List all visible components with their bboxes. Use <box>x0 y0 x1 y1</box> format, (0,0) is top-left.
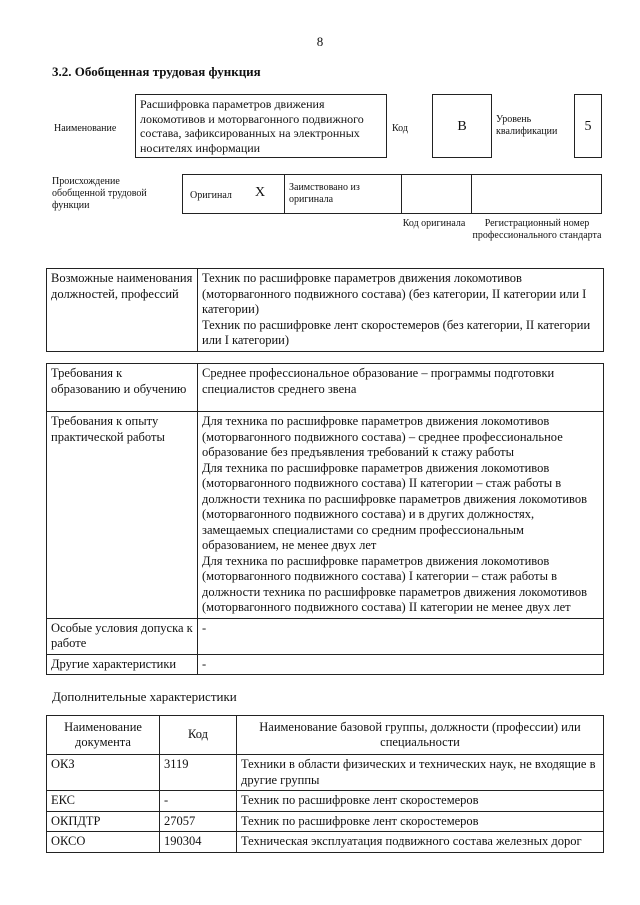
req-text: Для техника по расшифровке параметров движения локомотивов (моторвагонного подвижного состава) – среднее профессиональное образование без предъявления требований к стажу работы <box>202 414 563 459</box>
borrowed-label: Заимствовано из оригинала <box>289 182 360 205</box>
doc-cell: ОКЗ <box>47 755 160 791</box>
req-value <box>198 618 604 654</box>
req-value <box>198 364 604 412</box>
name-label: Наименование <box>54 123 117 134</box>
code-value: В <box>432 94 492 158</box>
requirements-table <box>46 363 604 675</box>
col-header: Код <box>160 716 237 755</box>
title-cell: Техник по расшифровке лент скоростемеров <box>237 811 604 832</box>
positions-label: Возможные наименования должностей, профессий <box>47 269 198 352</box>
code-cell: 3119 <box>160 755 237 791</box>
req-text: Для техника по расшифровке параметров движения локомотивов (моторвагонного подвижного состава) II категории – стаж работы в должности техника по расшифровке параметров движения локомотивов (моторвагонного подвижного состава) и в других должностях, замещаемых специалистами со средним профессиональным образованием, не менее двух лет <box>202 460 588 552</box>
reg-number-label: Регистрационный номер профессионального стандарта <box>472 218 602 241</box>
position-item: Техник по расшифровке лент скоростемеров (без категории, II категории или I категории) <box>202 317 591 347</box>
code-cell: - <box>160 791 237 812</box>
table-row <box>47 832 604 853</box>
table-row <box>47 791 604 812</box>
title-cell: Техник по расшифровке лент скоростемеров <box>237 791 604 812</box>
req-label: Другие характеристики <box>47 654 198 675</box>
divider-1 <box>284 175 285 213</box>
additional-table <box>46 715 604 853</box>
code-original-label: Код оригинала <box>402 218 466 229</box>
req-label: Требования к образованию и обучению <box>47 364 198 412</box>
level-label: Уровень квалификации <box>496 114 558 137</box>
table-row <box>47 811 604 832</box>
code-cell: 190304 <box>160 832 237 853</box>
req-text: - <box>202 656 207 671</box>
doc-cell: ОКПДТР <box>47 811 160 832</box>
positions-values <box>198 269 604 352</box>
original-mark: X <box>255 185 266 200</box>
doc-cell: ОКСО <box>47 832 160 853</box>
additional-title: Дополнительные характеристики <box>52 689 237 704</box>
table-row <box>47 755 604 791</box>
title-cell: Техники в области физических и технических наук, не входящие в другие группы <box>237 755 604 791</box>
col-header: Наименование документа <box>47 716 160 755</box>
req-value <box>198 412 604 619</box>
code-label: Код <box>392 123 408 134</box>
req-text: - <box>202 620 207 635</box>
position-item: Техник по расшифровке параметров движения локомотивов (моторвагонного подвижного состава) (без категории, II категории или I категории) <box>202 271 587 316</box>
req-text: Среднее профессиональное образование – программы подготовки специалистов среднего звена <box>202 366 555 396</box>
original-label: Оригинал <box>190 190 232 201</box>
req-label: Особые условия допуска к работе <box>47 618 198 654</box>
name-value: Расшифровка параметров движения локомотивов и моторвагонного подвижного состава, зафиксированных на электронных носителях информации <box>135 94 387 158</box>
doc-cell: ЕКС <box>47 791 160 812</box>
positions-table <box>46 268 604 352</box>
req-value <box>198 654 604 675</box>
col-header: Наименование базовой группы, должности (профессии) или специальности <box>237 716 604 755</box>
level-value: 5 <box>574 94 602 158</box>
req-label: Требования к опыту практической работы <box>47 412 198 619</box>
req-text: Для техника по расшифровке параметров движения локомотивов (моторвагонного подвижного состава) I категории – стаж работы в должности техника по расшифровке параметров движения локомотивов (моторвагонного подвижного состава) II категории не менее двух лет <box>202 553 588 614</box>
page-number: 8 <box>316 34 324 49</box>
section-title: 3.2. Обобщенная трудовая функция <box>52 64 261 79</box>
divider-2 <box>401 175 402 213</box>
title-cell: Техническая эксплуатация подвижного состава железных дорог <box>237 832 604 853</box>
code-cell: 27057 <box>160 811 237 832</box>
divider-3 <box>471 175 472 213</box>
origin-label: Происхождение обобщенной трудовой функции <box>52 176 147 211</box>
